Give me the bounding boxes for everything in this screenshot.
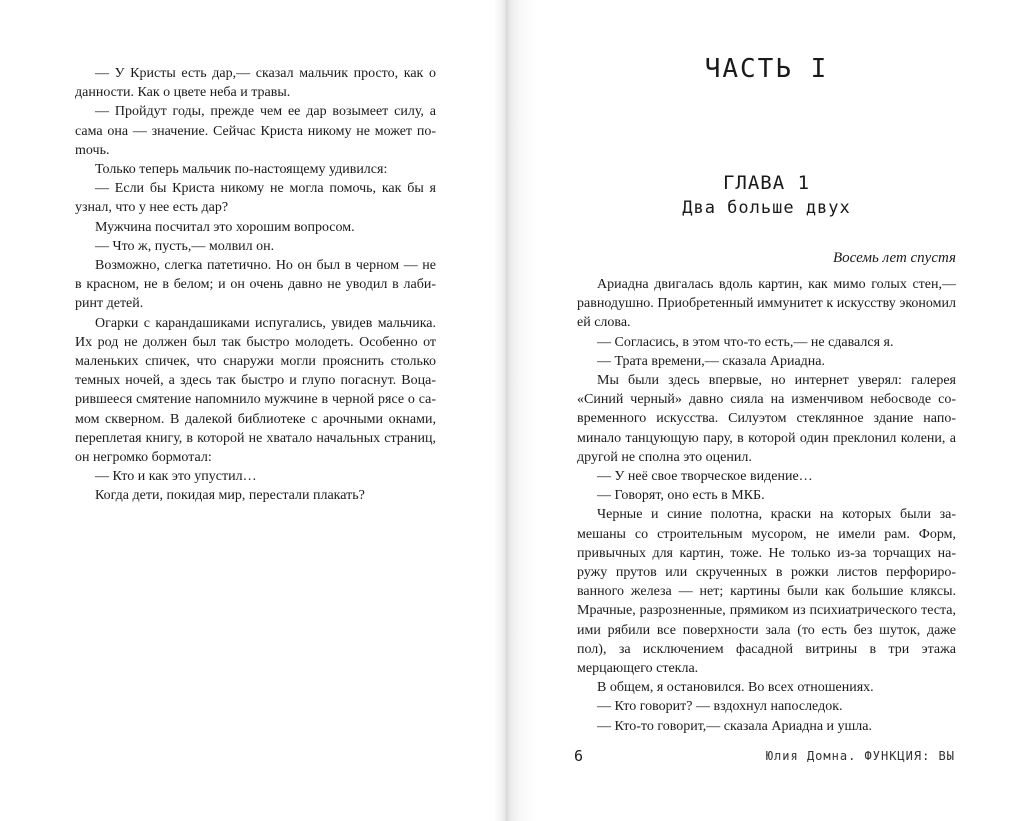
paragraph: Огарки с карандашиками испугались, увидев мальчика. Их род не должен был так быстро молодеть. Особенно от маленьких спичек, что снаружи могли прояснить столько темных ночей, а здесь так быстро и глупо погаснут. Воцарившееся смятение напомнило мужчине в черной рясе о самом скверном. В далекой библиотеке с арочными окнами, переплетая книгу, в которой не хватало начальных страниц, он негромко бормотал:	[75, 315, 436, 466]
gutter-shadow	[494, 0, 506, 821]
paragraph: Мужчина посчитал это хорошим вопросом.	[95, 219, 355, 235]
paragraph: — Трата времени,— сказала Ариадна.	[597, 353, 825, 369]
paragraph: Ариадна двигалась вдоль картин, как мимо голых стен,— равнодушно. Приобретенный иммунитет к искусству экономил ей слова.	[577, 277, 956, 331]
paragraph: — Что ж, пусть,— молвил он.	[95, 238, 275, 254]
paragraph: — У неё свое творческое видение…	[597, 469, 813, 485]
left-page	[0, 0, 506, 821]
left-page-body	[75, 64, 436, 506]
running-head: Юлия Домна. ФУНКЦИЯ: ВЫ	[765, 749, 955, 763]
epigraph: Восемь лет спустя	[833, 250, 956, 266]
paragraph: — Согласись, в этом что-то есть,— не сдавался я.	[597, 334, 894, 350]
paragraph: В общем, я остановился. Во всех отношениях.	[597, 680, 874, 696]
chapter-title: Два больше двух	[682, 198, 851, 218]
paragraph: — У Кристы есть дар,— сказал мальчик просто, как о данности. Как о цвете неба и травы.	[75, 66, 436, 101]
paragraph: — Пройдут годы, прежде чем ее дар возымеет силу, а сама она — значение. Сейчас Криста никому не может поmочь.	[75, 104, 436, 158]
right-page-body	[577, 275, 956, 736]
paragraph: Мы были здесь впервые, но интернет уверял: галерея «Синий черный» давно сияла на изменчивом небосводе современного искусства. Силуэтом стеклянное здание напоминало танцующую пару, в которой один преклонил колени, а другой не сполна это оценил.	[577, 373, 956, 465]
page-number: 6	[574, 747, 584, 765]
paragraph: Черные и синие полотна, краски на которых были замешаны со строительным мусором, не имели рам. Форм, привычных для картин, тоже. Не только из-за торчащих наружу прутов или скрученных в рожки листов перфорированного железа — нет; картины были как большие кляксы. Мрачные, разрозненные, прямиком из психиатрического теста, ими рябили все поверхности зала (то есть без шуток, даже пол), за исключением фасадной витрины в три этажа мерцающего стекла.	[577, 507, 956, 677]
paragraph: — Кто и как это упустил…	[95, 469, 257, 485]
paragraph: — Кто говорит? — вздохнул напоследок.	[597, 699, 843, 715]
paragraph: Только теперь мальчик по-настоящему удивился:	[95, 162, 388, 178]
part-title: ЧАСТЬ I	[704, 54, 829, 84]
paragraph: — Говорят, оно есть в МКБ.	[597, 488, 765, 504]
paragraph: — Кто-то говорит,— сказала Ариадна и ушла.	[597, 718, 873, 734]
paragraph: Когда дети, покидая мир, перестали плакать?	[95, 488, 365, 504]
chapter-label: ГЛАВА 1	[722, 172, 811, 194]
paragraph: Возможно, слегка патетично. Но он был в черном — не в красном, не в белом; и он очень давно не уводил в лабиринт детей.	[75, 258, 436, 312]
paragraph: — Если бы Криста никому не могла помочь, как бы я узнал, что у нее есть дар?	[75, 181, 436, 216]
